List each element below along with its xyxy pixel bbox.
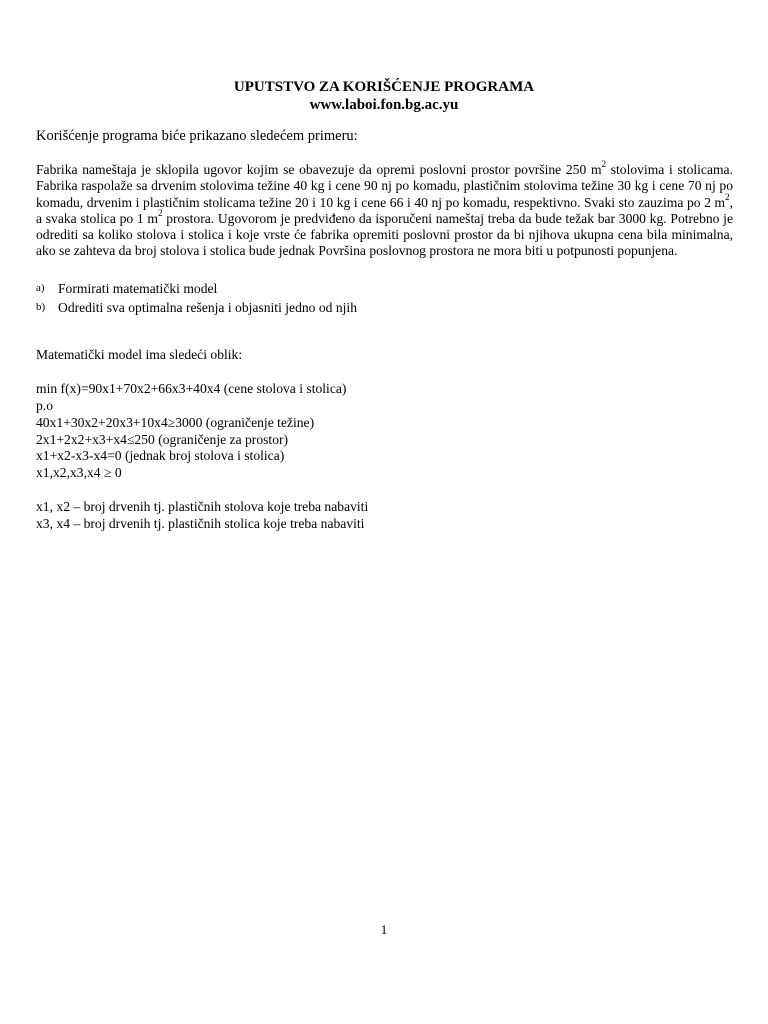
superscript-2: 2 [725, 192, 730, 203]
list-item [36, 298, 733, 317]
constraint-nonneg: x1,x2,x3,x4 ≥ 0 [36, 465, 122, 481]
subject-to: p.o [36, 397, 53, 413]
problem-text-1: Fabrika nameštaja je sklopila ugovor kojim se obavezuje da opremi poslovni prostor površine 250 m [36, 162, 602, 177]
variable-def-chairs: x3, x4 – broj drvenih tj. plastičnih stolica koje treba nabaviti [36, 516, 365, 532]
math-model [36, 347, 733, 533]
objective-function: min f(x)=90x1+70x2+66x3+40x4 (cene stolova i stolica) [36, 380, 347, 396]
constraint-weight: 40x1+30x2+20x3+10x4≥3000 (ograničenje težine) [36, 414, 315, 430]
problem-text-2: stolovima i stolicama. Fabrika raspolaže sa drvenim stolovima težine 40 kg i cene 90 nj po komadu, plastičnim stolovima težine 30 kg i cene 70 nj po komadu, drvenim i plastičnim stolicama težine 20 i 10 kg i cene 66 i 40 nj po komadu, respektivno. Svaki sto zauzima po 2 m [36, 162, 733, 210]
task-label: a) [36, 282, 45, 294]
document-title: UPUTSTVO ZA KORIŠĆENJE PROGRAMA [233, 79, 535, 95]
problem-text-3: , a svaka stolica po 1 m [36, 194, 733, 226]
task-text: Formirati matematički model [58, 281, 218, 296]
page-number: 1 [380, 922, 388, 937]
constraint-equal: x1+x2-x3-x4=0 (jednak broj stolova i stolica) [36, 448, 285, 464]
task-text: Odrediti sva optimalna rešenja i objasniti jedno od njih [58, 300, 358, 315]
task-label: b) [36, 301, 46, 313]
task-list [36, 279, 733, 317]
superscript-3: 2 [158, 208, 163, 219]
problem-statement [36, 159, 733, 260]
problem-text-4: prostora. Ugovorom je predviđeno da isporučeni nameštaj treba da bude težak bar 3000 kg. Potrebno je odrediti sa koliko stolova i stolica i koje vrste će fabrika opremiti poslovni prostor da bi njihova ukupna cena bila minimalna, ako se zahteva da broj stolova i stolica bude jednak Površina poslovnog prostora ne mora biti u potpunosti popunjena. [36, 210, 733, 259]
constraint-space: 2x1+2x2+x3+x4≤250 (ograničenje za prostor) [36, 431, 289, 447]
model-heading: Matematički model ima sledeći oblik: [36, 347, 243, 362]
variable-def-tables: x1, x2 – broj drvenih tj. plastičnih stolova koje treba nabaviti [36, 499, 369, 515]
intro-text: Korišćenje programa biće prikazano sledećem primeru: [36, 128, 358, 144]
list-item [36, 279, 733, 298]
superscript-1: 2 [601, 159, 607, 170]
document-url: www.laboi.fon.bg.ac.yu [309, 97, 459, 113]
